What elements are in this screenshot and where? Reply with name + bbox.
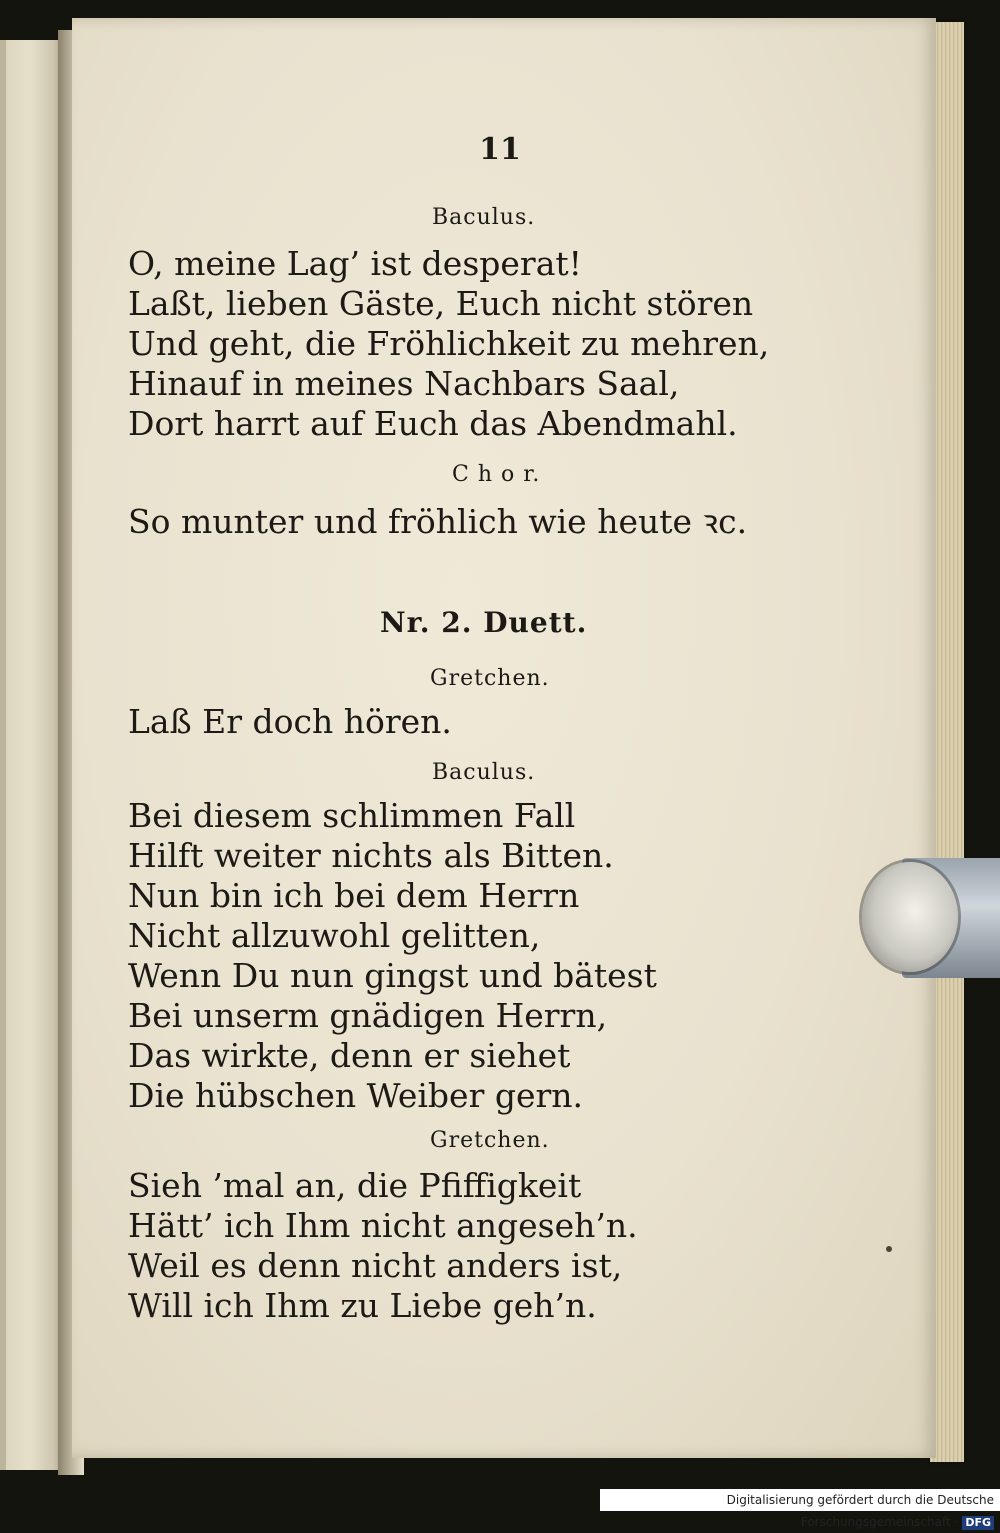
credit-text: Digitalisierung gefördert durch die Deutsche Forschungsgemeinschaft · — [726, 1493, 994, 1529]
verse-line: Hilft weiter nichts als Bitten. — [128, 836, 614, 875]
verse-line: Wenn Du nun gingst und bätest — [128, 956, 657, 995]
verse-line: Will ich Ihm zu Liebe geh’n. — [128, 1286, 597, 1325]
verse-line: Nicht allzuwohl gelitten, — [128, 916, 541, 955]
verse-line: Hinauf in meines Nachbars Saal, — [128, 364, 680, 403]
verse-line: Nun bin ich bei dem Herrn — [128, 876, 580, 915]
page-number: 11 — [479, 132, 521, 167]
verse-line: Dort harrt auf Euch das Abendmahl. — [128, 404, 738, 443]
speaker-label: Baculus. — [432, 205, 536, 230]
page-speck — [886, 1246, 892, 1252]
verse-line: Sieh ’mal an, die Pfiffigkeit — [128, 1166, 582, 1205]
verse-line: Laß Er doch hören. — [128, 702, 452, 741]
left-page-leaf — [0, 40, 66, 1470]
verse-line: Das wirkte, denn er siehet — [128, 1036, 571, 1075]
section-heading: Nr. 2. Duett. — [380, 606, 588, 639]
verse-line: Und geht, die Fröhlichkeit zu mehren, — [128, 324, 770, 363]
verse-line: O, meine Lag’ ist desperat! — [128, 244, 582, 283]
verse-line: Bei diesem schlimmen Fall — [128, 796, 576, 835]
speaker-label: Gretchen. — [430, 666, 550, 691]
verse-line: Weil es denn nicht anders ist, — [128, 1246, 623, 1285]
dfg-logo: DFG — [962, 1516, 994, 1530]
left-page-edge — [0, 40, 6, 1470]
clip-ring — [862, 862, 958, 972]
verse-line: Bei unserm gnädigen Herrn, — [128, 996, 608, 1035]
speaker-label: Baculus. — [432, 760, 536, 785]
verse-line: Laßt, lieben Gäste, Euch nicht stören — [128, 284, 754, 323]
verse-line: Die hübschen Weiber gern. — [128, 1076, 584, 1115]
speaker-label: C h o r. — [452, 462, 541, 487]
verse-line: Hätt’ ich Ihm nicht angeseh’n. — [128, 1206, 638, 1245]
page-clip — [862, 858, 1000, 978]
digitization-credit — [600, 1489, 1000, 1529]
speaker-label: Gretchen. — [430, 1128, 550, 1153]
verse-line: So munter und fröhlich wie heute ꝛc. — [128, 502, 748, 541]
